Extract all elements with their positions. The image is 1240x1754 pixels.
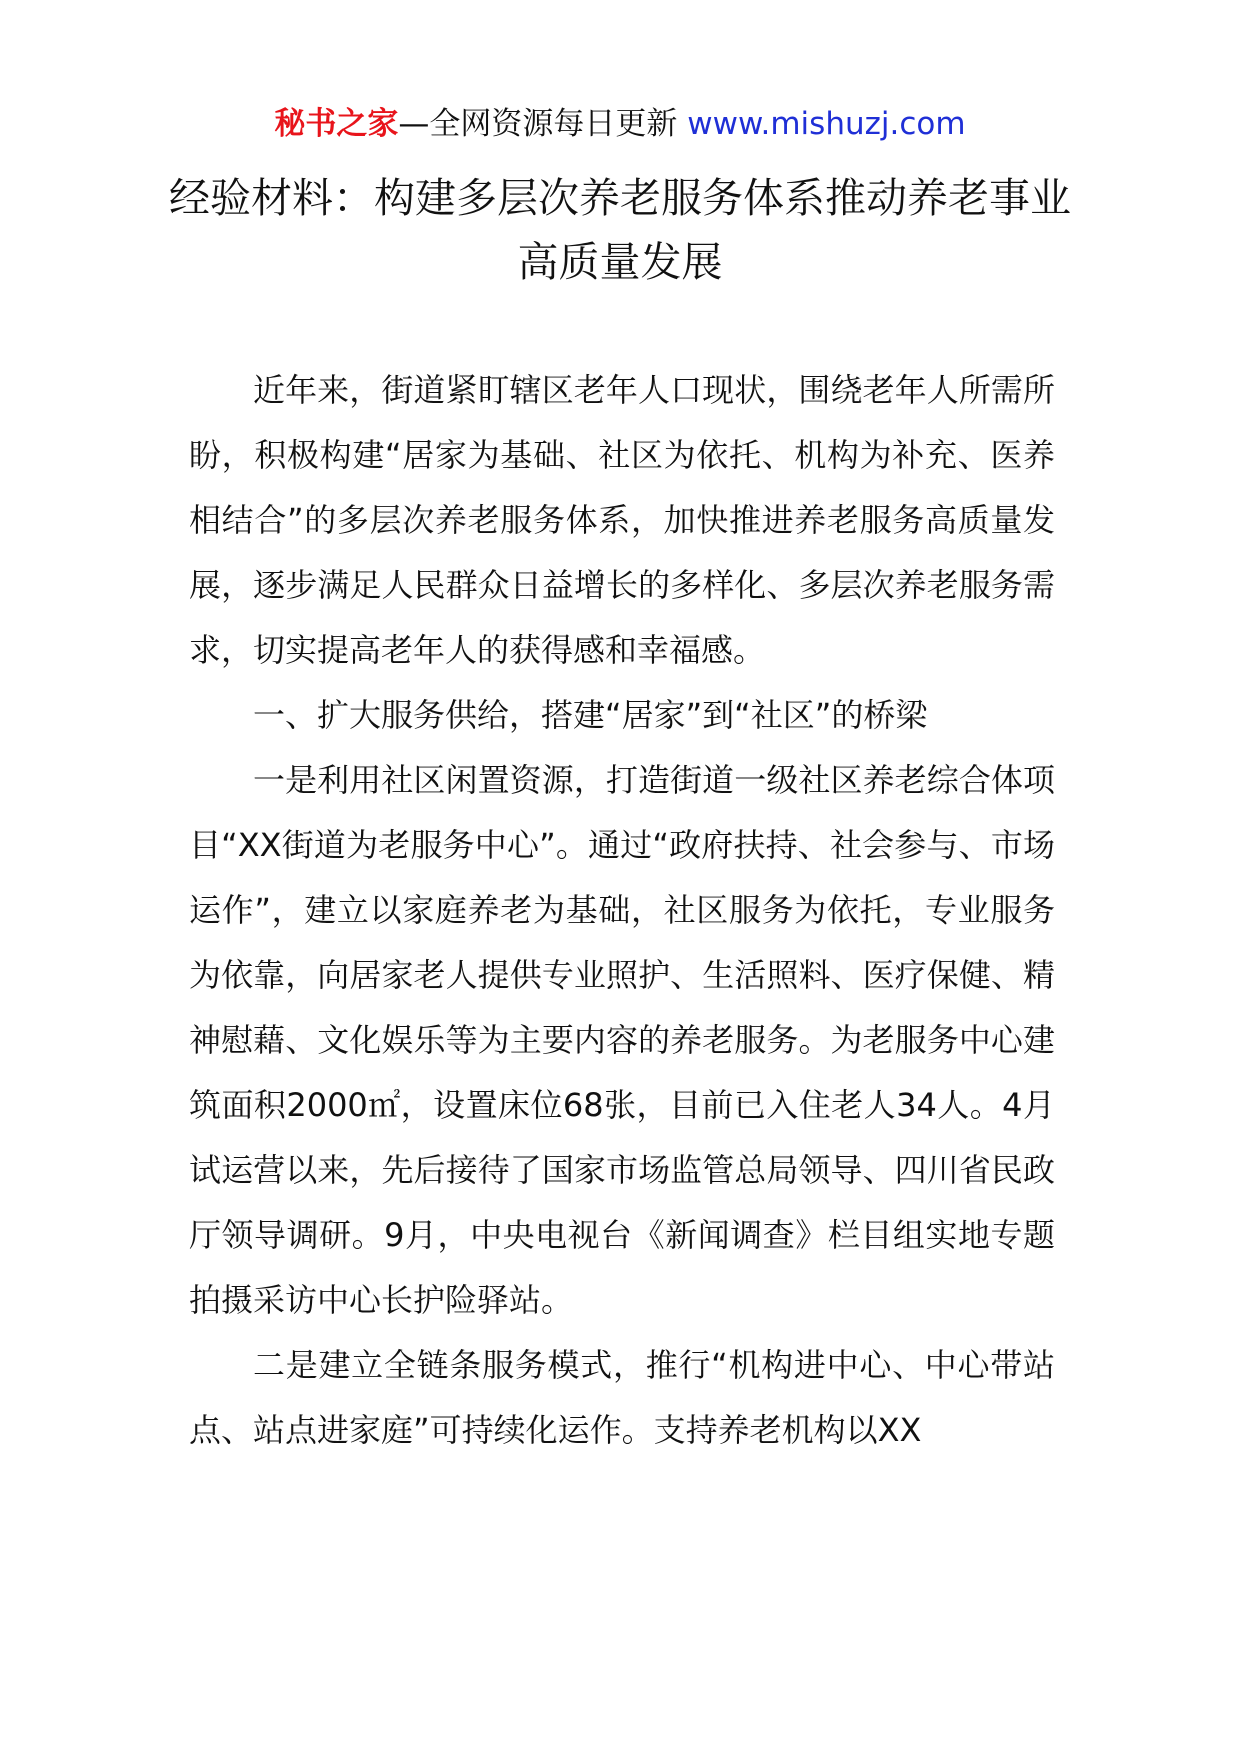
section-heading: 一、扩大服务供给，搭建“居家”到“社区”的桥梁 <box>253 696 928 734</box>
document-title: 经验材料：构建多层次养老服务体系推动养老事业高质量发展 <box>169 174 1071 286</box>
site-header <box>0 104 1240 144</box>
document-body <box>189 358 1055 1463</box>
paragraph-intro: 近年来，街道紧盯辖区老年人口现状，围绕老年人所需所盼，积极构建“居家为基础、社区为依托、机构为补充、医养相结合”的多层次养老服务体系，加快推进养老服务高质量发展，逐步满足人民群众日益增长的多样化、多层次养老服务需求，切实提高老年人的获得感和幸福感。 <box>189 371 1055 669</box>
paragraph-point-one: 一是利用社区闲置资源，打造街道一级社区养老综合体项目“XX街道为老服务中心”。通过“政府扶持、社会参与、市场运作”，建立以家庭养老为基础，社区服务为依托，专业服务为依靠，向居家老人提供专业照护、生活照料、医疗保健、精神慰藉、文化娱乐等为主要内容的养老服务。为老服务中心建筑面积2000㎡，设置床位68张，目前已入住老人34人。4月试运营以来，先后接待了国家市场监管总局领导、四川省民政厅领导调研。9月，中央电视台《新闻调查》栏目组实地专题拍摄采访中心长护险驿站。 <box>189 761 1055 1319</box>
site-slogan: —全网资源每日更新 <box>398 106 688 142</box>
paragraph-point-two: 二是建立全链条服务模式，推行“机构进中心、中心带站点、站点进家庭”可持续化运作。支持养老机构以XX <box>189 1346 1055 1449</box>
site-brand: 秘书之家 <box>274 106 399 142</box>
site-url-link[interactable]: www.mishuzj.com <box>687 106 966 142</box>
